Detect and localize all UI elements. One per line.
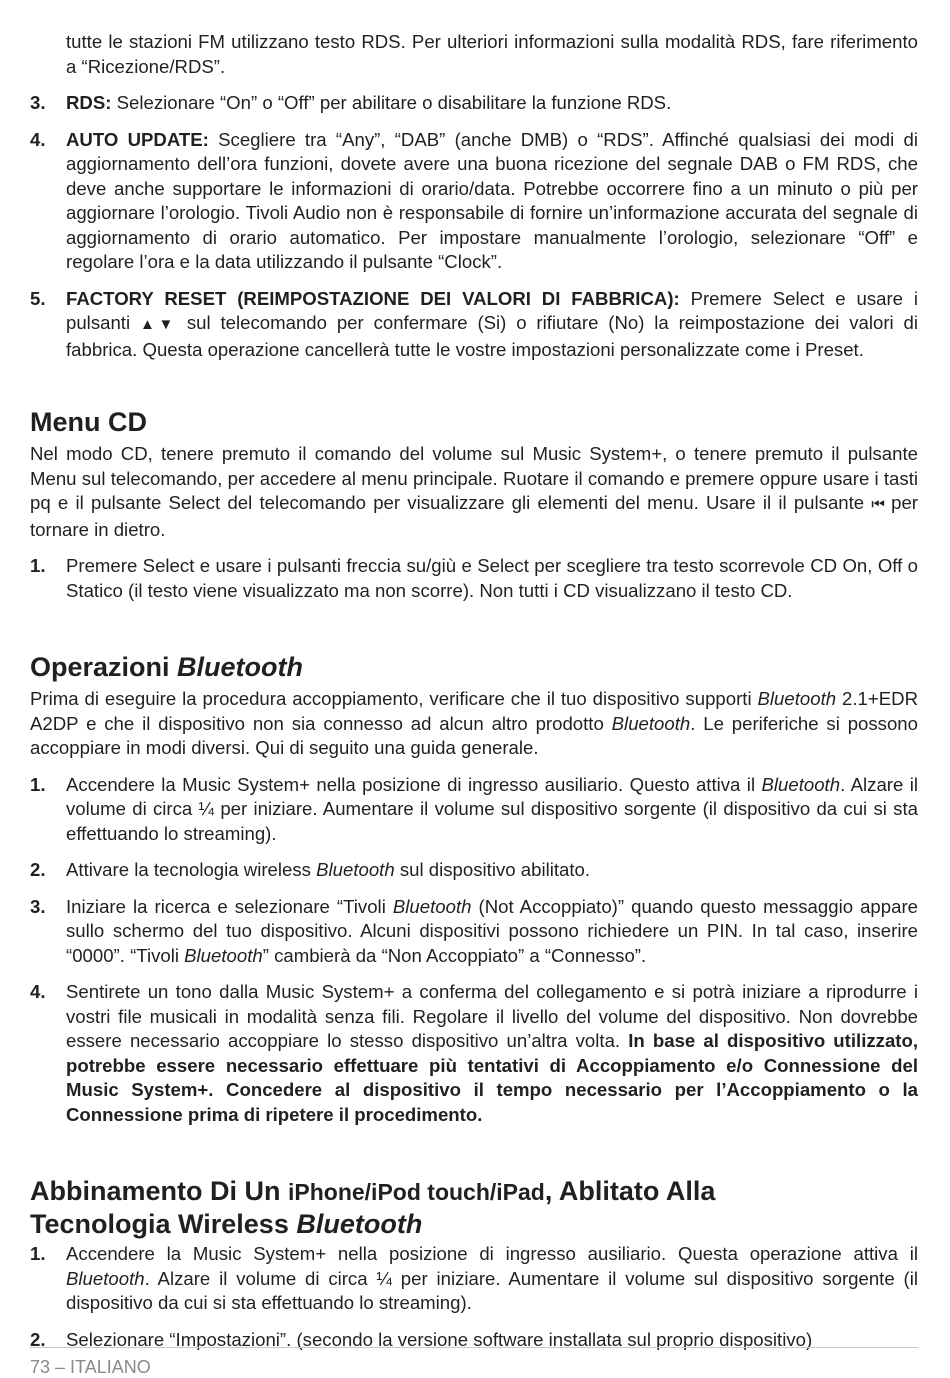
list-item: [30, 91, 918, 116]
previous-track-icon: ⏮: [871, 496, 884, 513]
page-number: 73 – ITALIANO: [30, 1357, 151, 1377]
iphone-steps-list: [30, 1242, 918, 1352]
item-text: FACTORY RESET (REIMPOSTAZIONE DEI VALORI DI FABBRICA): Premere Select e usare i pulsanti ▲▼ sul telecomando per confermare (Si) o rifiutare (No) la reimpostazione dei valori di fabbrica. Questa operazione cancellerà tutte le vostre impostazioni personalizzate come i Preset.: [66, 287, 918, 360]
item-number: 2.: [30, 1328, 46, 1350]
section-intro: Nel modo CD, tenere premuto il comando del volume sul Music System+, o tenere premuto il pulsante Menu sul telecomando, per accedere al menu principale. Ruotare il comando e premere oppure usare i tasti pq e il pulsante Select del telecomando per visualizzare gli elementi del menu. Usare il il pulsante ⏮ per tornare in dietro.: [30, 443, 919, 540]
item-number: 3.: [30, 92, 46, 113]
list-item: [30, 287, 918, 363]
item-text: Iniziare la ricerca e selezionare “Tivoli Bluetooth (Not Accoppiato)” quando questo messaggio appare sullo schermo del tuo dispositivo. Alcuni dispositivi possono richiedere un PIN. In tal caso, inserire “0000”. “Tivoli Bluetooth” cambierà da “Non Accoppiato” a “Connesso”.: [66, 895, 918, 966]
list-item: [30, 554, 918, 603]
item-text: AUTO UPDATE: Scegliere tra “Any”, “DAB” (anche DMB) o “RDS”. Affinché qualsiasi dei modi di aggiornamento dell’ora funzioni, dovete avere una buona ricezione del segnale DAB o FM RDS, che deve anche supportare le informazioni di orario/data. Potrebbe occorrere fino a un minuto o più per aggiornare l’orologio. Tivoli Audio non è responsabile di fornire un’informazione accurata del segnale di aggiornamento di orario automatico. Per impostare manualmente l’orologio, selezionare “Off” e regolare l’ora e la data utilizzando il pulsante “Clock”.: [66, 128, 918, 272]
document-page: [30, 0, 918, 1352]
item-text: Accendere la Music System+ nella posizione di ingresso ausiliario. Questo attiva il Bluetooth. Alzare il volume di circa ¼ per iniziare. Aumentare il volume sul dispositivo sorgente (il dispositivo da cui si sta effettuando lo streaming).: [66, 773, 918, 844]
item-term: FACTORY RESET (REIMPOSTAZIONE DEI VALORI DI FABBRICA):: [66, 287, 680, 309]
item-number: 2.: [30, 859, 46, 880]
item-text: Selezionare “Impostazioni”. (secondo la versione software installata sul proprio dispositivo): [66, 1328, 813, 1350]
list-item: [30, 128, 918, 275]
item-term: AUTO UPDATE:: [66, 128, 209, 150]
section-intro: Prima di eseguire la procedura accoppiamento, verificare che il tuo dispositivo supporti Bluetooth 2.1+EDR A2DP e che il dispositivo non sia connesso ad alcun altro prodotto Bluetooth. Le periferiche si possono accoppiare in modi diversi. Qui di seguito una guida generale.: [30, 688, 918, 758]
section-heading-iphone-pairing: Abbinamento Di Un iPhone/iPod touch/iPad, Ablitato Alla Tecnologia Wireless Bluetooth: [30, 1176, 716, 1239]
item-number: 3.: [30, 895, 46, 917]
page-footer: [30, 1347, 918, 1378]
item-text: RDS: Selezionare “On” o “Off” per abilitare o disabilitare la funzione RDS.: [66, 92, 672, 113]
item-number: 5.: [30, 287, 46, 309]
list-item: [30, 895, 918, 969]
item-text: Sentirete un tono dalla Music System+ a conferma del collegamento e si potrà iniziare a riprodurre i vostri file musicali in modalità senza fili. Regolare il livello del volume del dispositivo. Non dovrebbe essere necessario accoppiare lo stesso dispositivo un’altra volta. In base al dispositivo utilizzato, potrebbe essere necessario effettuare più tentativi di Accoppiamento e/o Connessione del Music System+. Concedere al dispositivo il tempo necessario per l’Accoppiamento o la Connessione prima di ripetere il procedimento.: [66, 981, 919, 1125]
item-text: Attivare la tecnologia wireless Bluetooth sul dispositivo abilitato.: [66, 859, 591, 880]
item-text: Accendere la Music System+ nella posizione di ingresso ausiliario. Questa operazione attiva il Bluetooth. Alzare il volume di circa ¼ per iniziare. Aumentare il volume sul dispositivo sorgente (il dispositivo da cui si sta effettuando lo streaming).: [66, 1243, 918, 1313]
rds-settings-list: [30, 91, 918, 362]
continuation-text: tutte le stazioni FM utilizzano testo RDS. Per ulteriori informazioni sulla modalità RDS, fare riferimento a “Ricezione/RDS”.: [66, 31, 918, 77]
up-down-arrows-icon: ▲▼: [139, 316, 178, 333]
item-number: 1.: [30, 555, 46, 576]
item-number: 1.: [30, 773, 46, 795]
list-item: [30, 980, 918, 1127]
item-number: 4.: [30, 981, 46, 1002]
list-item: [30, 858, 918, 883]
section-heading-menu-cd: Menu CD: [30, 407, 147, 437]
list-item: [30, 1242, 918, 1316]
list-item: [30, 773, 918, 847]
cd-menu-list: [30, 554, 918, 603]
item-number: 1.: [30, 1243, 46, 1264]
item-number: 4.: [30, 128, 46, 150]
bluetooth-steps-list: [30, 773, 918, 1128]
section-heading-bluetooth: Operazioni Bluetooth: [30, 652, 304, 682]
item-text: Premere Select e usare i pulsanti freccia su/giù e Select per scegliere tra testo scorrevole CD On, Off o Statico (il testo viene visualizzato ma non scorre). Non tutti i CD visualizzano il testo CD.: [66, 555, 918, 601]
item-term: RDS:: [66, 92, 112, 113]
